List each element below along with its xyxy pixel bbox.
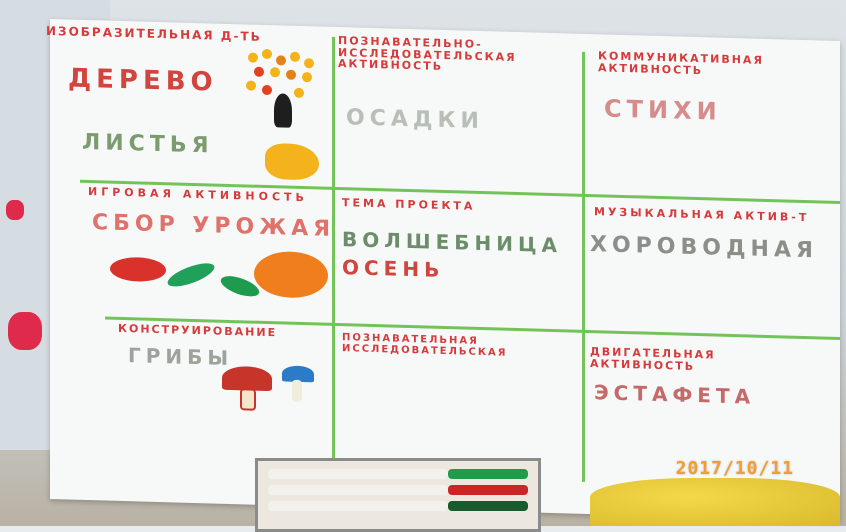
red-sticker — [6, 200, 24, 220]
date-stamp: 2017/10/11 — [675, 458, 794, 479]
tomato-artwork — [110, 257, 166, 283]
word-harvest: СБОР УРОЖАЯ — [92, 210, 336, 242]
cell-title-game: ИГРОВАЯ АКТИВНОСТЬ — [88, 185, 308, 205]
word-round-dance: ХОРОВОДНАЯ — [590, 232, 818, 264]
leaf-artwork — [265, 143, 319, 181]
marker — [268, 469, 448, 479]
project-poster — [46, 19, 840, 521]
word-leaves: ЛИСТЬЯ — [82, 129, 214, 159]
red-sticker — [8, 312, 42, 350]
mushroom-stem — [292, 380, 302, 402]
marker — [448, 469, 528, 479]
yellow-fabric — [590, 478, 840, 526]
cell-title-music: МУЗЫКАЛЬНАЯ АКТИВ-Т — [594, 205, 810, 225]
word-poems: СТИХИ — [604, 94, 722, 126]
marker — [448, 501, 528, 511]
marker — [268, 485, 448, 495]
cell-title-communicative: КОММУНИКАТИВНАЯ АКТИВНОСТЬ — [598, 49, 764, 77]
word-autumn: ОСЕНЬ — [342, 255, 445, 282]
word-tree: ДЕРЕВО — [68, 63, 218, 98]
mushroom-artwork — [222, 366, 272, 391]
mushroom-stem — [240, 388, 256, 410]
pumpkin-artwork — [254, 251, 328, 299]
grid-line-vertical — [582, 52, 585, 482]
cell-title-construction: КОНСТРУИРОВАНИЕ — [118, 321, 278, 340]
cell-title-project-theme: ТЕМА ПРОЕКТА — [342, 196, 476, 213]
word-mushrooms: ГРИБЫ — [128, 343, 234, 371]
marker — [268, 501, 448, 511]
word-relay: ЭСТАФЕТА — [594, 380, 756, 409]
tree-artwork — [242, 48, 322, 128]
cell-title-visual-activity: ИЗОБРАЗИТЕЛЬНАЯ Д-ТЬ — [46, 23, 262, 44]
marker — [448, 485, 528, 495]
word-sorceress: ВОЛШЕБНИЦА — [342, 227, 562, 258]
cell-title-motor: ДВИГАТЕЛЬНАЯ АКТИВНОСТЬ — [590, 345, 716, 373]
cell-title-cognitive-research: ПОЗНАВАТЕЛЬНО-ИССЛЕДОВАТЕЛЬСКАЯ АКТИВНОСТЬ — [338, 34, 517, 74]
word-precipitation: ОСАДКИ — [346, 105, 484, 135]
marker-box — [255, 458, 541, 532]
grid-line-vertical — [332, 37, 335, 467]
cucumber-artwork — [165, 259, 217, 291]
cell-title-cognitive-research-2: ПОЗНАВАТЕЛЬНАЯ ИССЛЕДОВАТЕЛЬСКАЯ — [342, 332, 508, 359]
